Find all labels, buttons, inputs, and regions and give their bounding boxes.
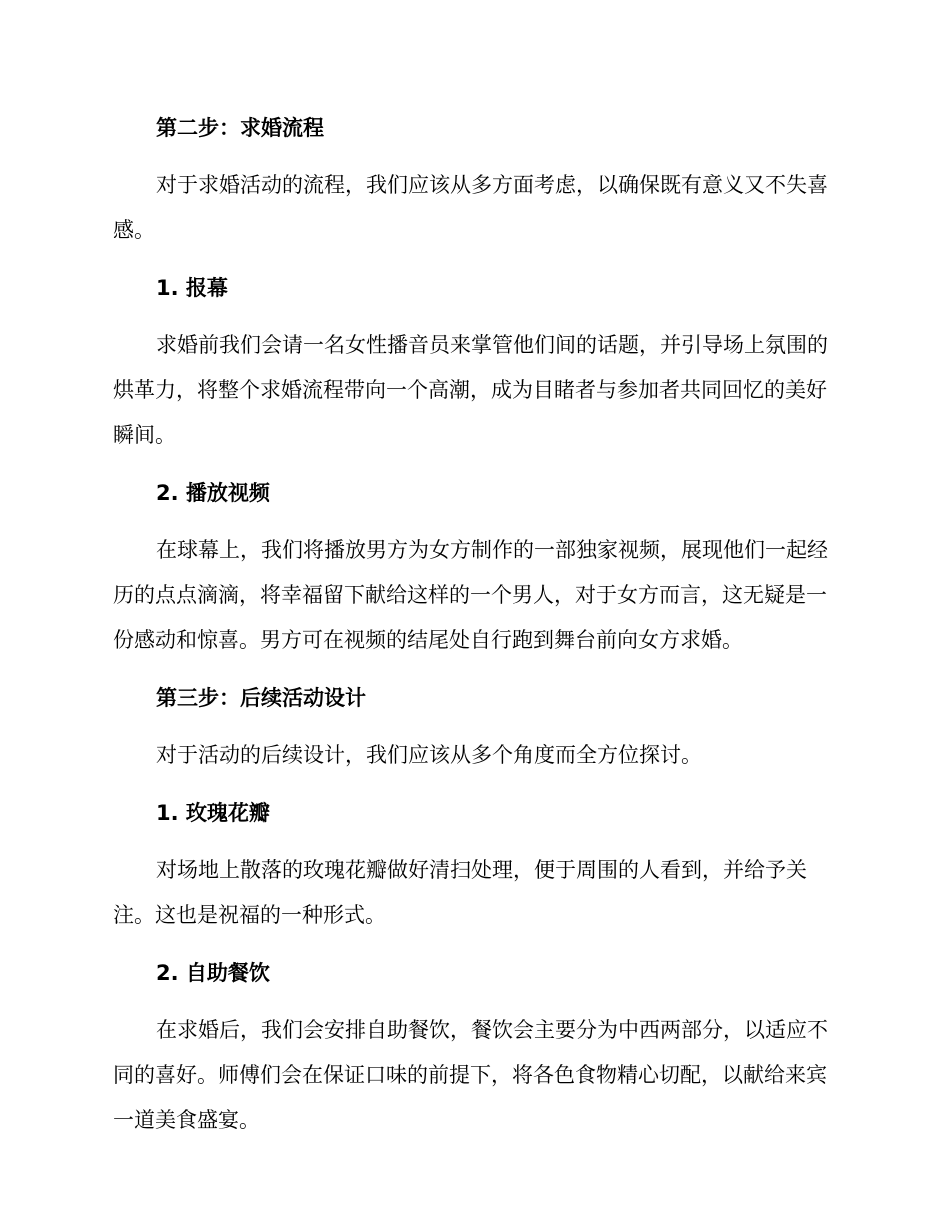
item-paragraph: 求婚前我们会请一名女性播音员来掌管他们间的话题，并引导场上氛围的烘革力，将整个求婚流程带向一个高潮，成为目睹者与参加者共同回忆的美好瞬间。 [113,333,828,447]
item-paragraph: 在求婚后，我们会安排自助餐饮，餐饮会主要分为中西两部分，以适应不同的喜好。师傅们会在保证口味的前提下，将各色食物精心切配，以献给来宾一道美食盛宴。 [113,1018,828,1132]
item-heading: 1. 报幕 [156,276,228,300]
item-heading: 2. 播放视频 [156,481,270,505]
section-heading: 第三步：后续活动设计 [156,686,366,710]
item-heading: 2. 自助餐饮 [156,961,270,985]
item-paragraph: 在球幕上，我们将播放男方为女方制作的一部独家视频，展现他们一起经历的点点滴滴，将幸福留下献给这样的一个男人，对于女方而言，这无疑是一份感动和惊喜。男方可在视频的结尾处自行跑到舞台前向女方求婚。 [113,538,828,652]
item-heading: 1. 玫瑰花瓣 [156,801,270,825]
section-intro: 对于活动的后续设计，我们应该从多个角度而全方位探讨。 [156,743,702,767]
item-paragraph: 对场地上散落的玫瑰花瓣做好清扫处理，便于周围的人看到，并给予关注。这也是祝福的一种形式。 [113,858,807,927]
section-intro: 对于求婚活动的流程，我们应该从多方面考虑，以确保既有意义又不失喜感。 [113,173,828,242]
document-page [113,110,833,1143]
section-heading: 第二步：求婚流程 [156,116,324,140]
